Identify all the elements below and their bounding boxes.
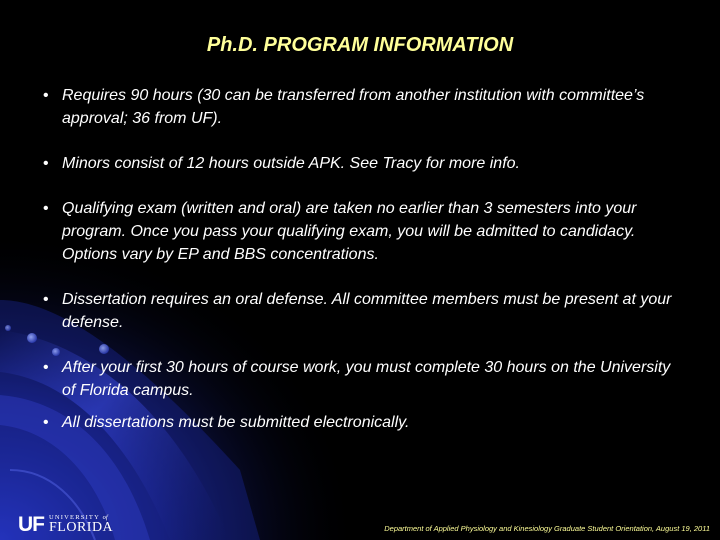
uf-logo-wordmark	[49, 515, 113, 536]
uf-logo-florida: FLORIDA	[49, 520, 114, 535]
bullet-item	[43, 152, 683, 175]
uf-logo	[18, 513, 113, 535]
bullet-item	[43, 411, 683, 434]
bullet-list	[43, 84, 683, 434]
slide-title: Ph.D. PROGRAM INFORMATION	[206, 34, 514, 56]
bullet-item	[43, 84, 683, 130]
uf-logo-university-text: UNIVERSITY	[49, 513, 100, 521]
bullet-marker: •	[43, 87, 49, 104]
slide-footer: Department of Applied Physiology and Kinesiology Graduate Student Orientation, August 19, 2011	[384, 524, 710, 533]
bullet-marker: •	[43, 414, 49, 431]
bullet-marker: •	[43, 200, 49, 217]
bullet-text: Minors consist of 12 hours outside APK. See Tracy for more info.	[62, 155, 520, 172]
bullet-marker: •	[43, 359, 49, 376]
bullet-text: After your first 30 hours of course work, you must complete 30 hours on the University of Florida campus.	[62, 359, 671, 399]
bullet-text: Dissertation requires an oral defense. All committee members must be present at your defense.	[62, 291, 672, 331]
bullet-text: All dissertations must be submitted electronically.	[62, 414, 410, 431]
bullet-item	[43, 288, 683, 334]
bullet-marker: •	[43, 155, 49, 172]
uf-logo-of: of	[102, 513, 108, 521]
uf-logo-mark: UF	[18, 513, 44, 536]
bullet-marker: •	[43, 291, 49, 308]
bullet-text: Qualifying exam (written and oral) are taken no earlier than 3 semesters into your program. Once you pass your qualifying exam, you will be admitted to candidacy. Options vary by EP and BBS concentrations.	[62, 200, 637, 263]
bullet-item	[43, 356, 683, 402]
bullet-text: Requires 90 hours (30 can be transferred from another institution with committee’s approval; 36 from UF).	[62, 87, 645, 127]
bullet-item	[43, 197, 683, 266]
